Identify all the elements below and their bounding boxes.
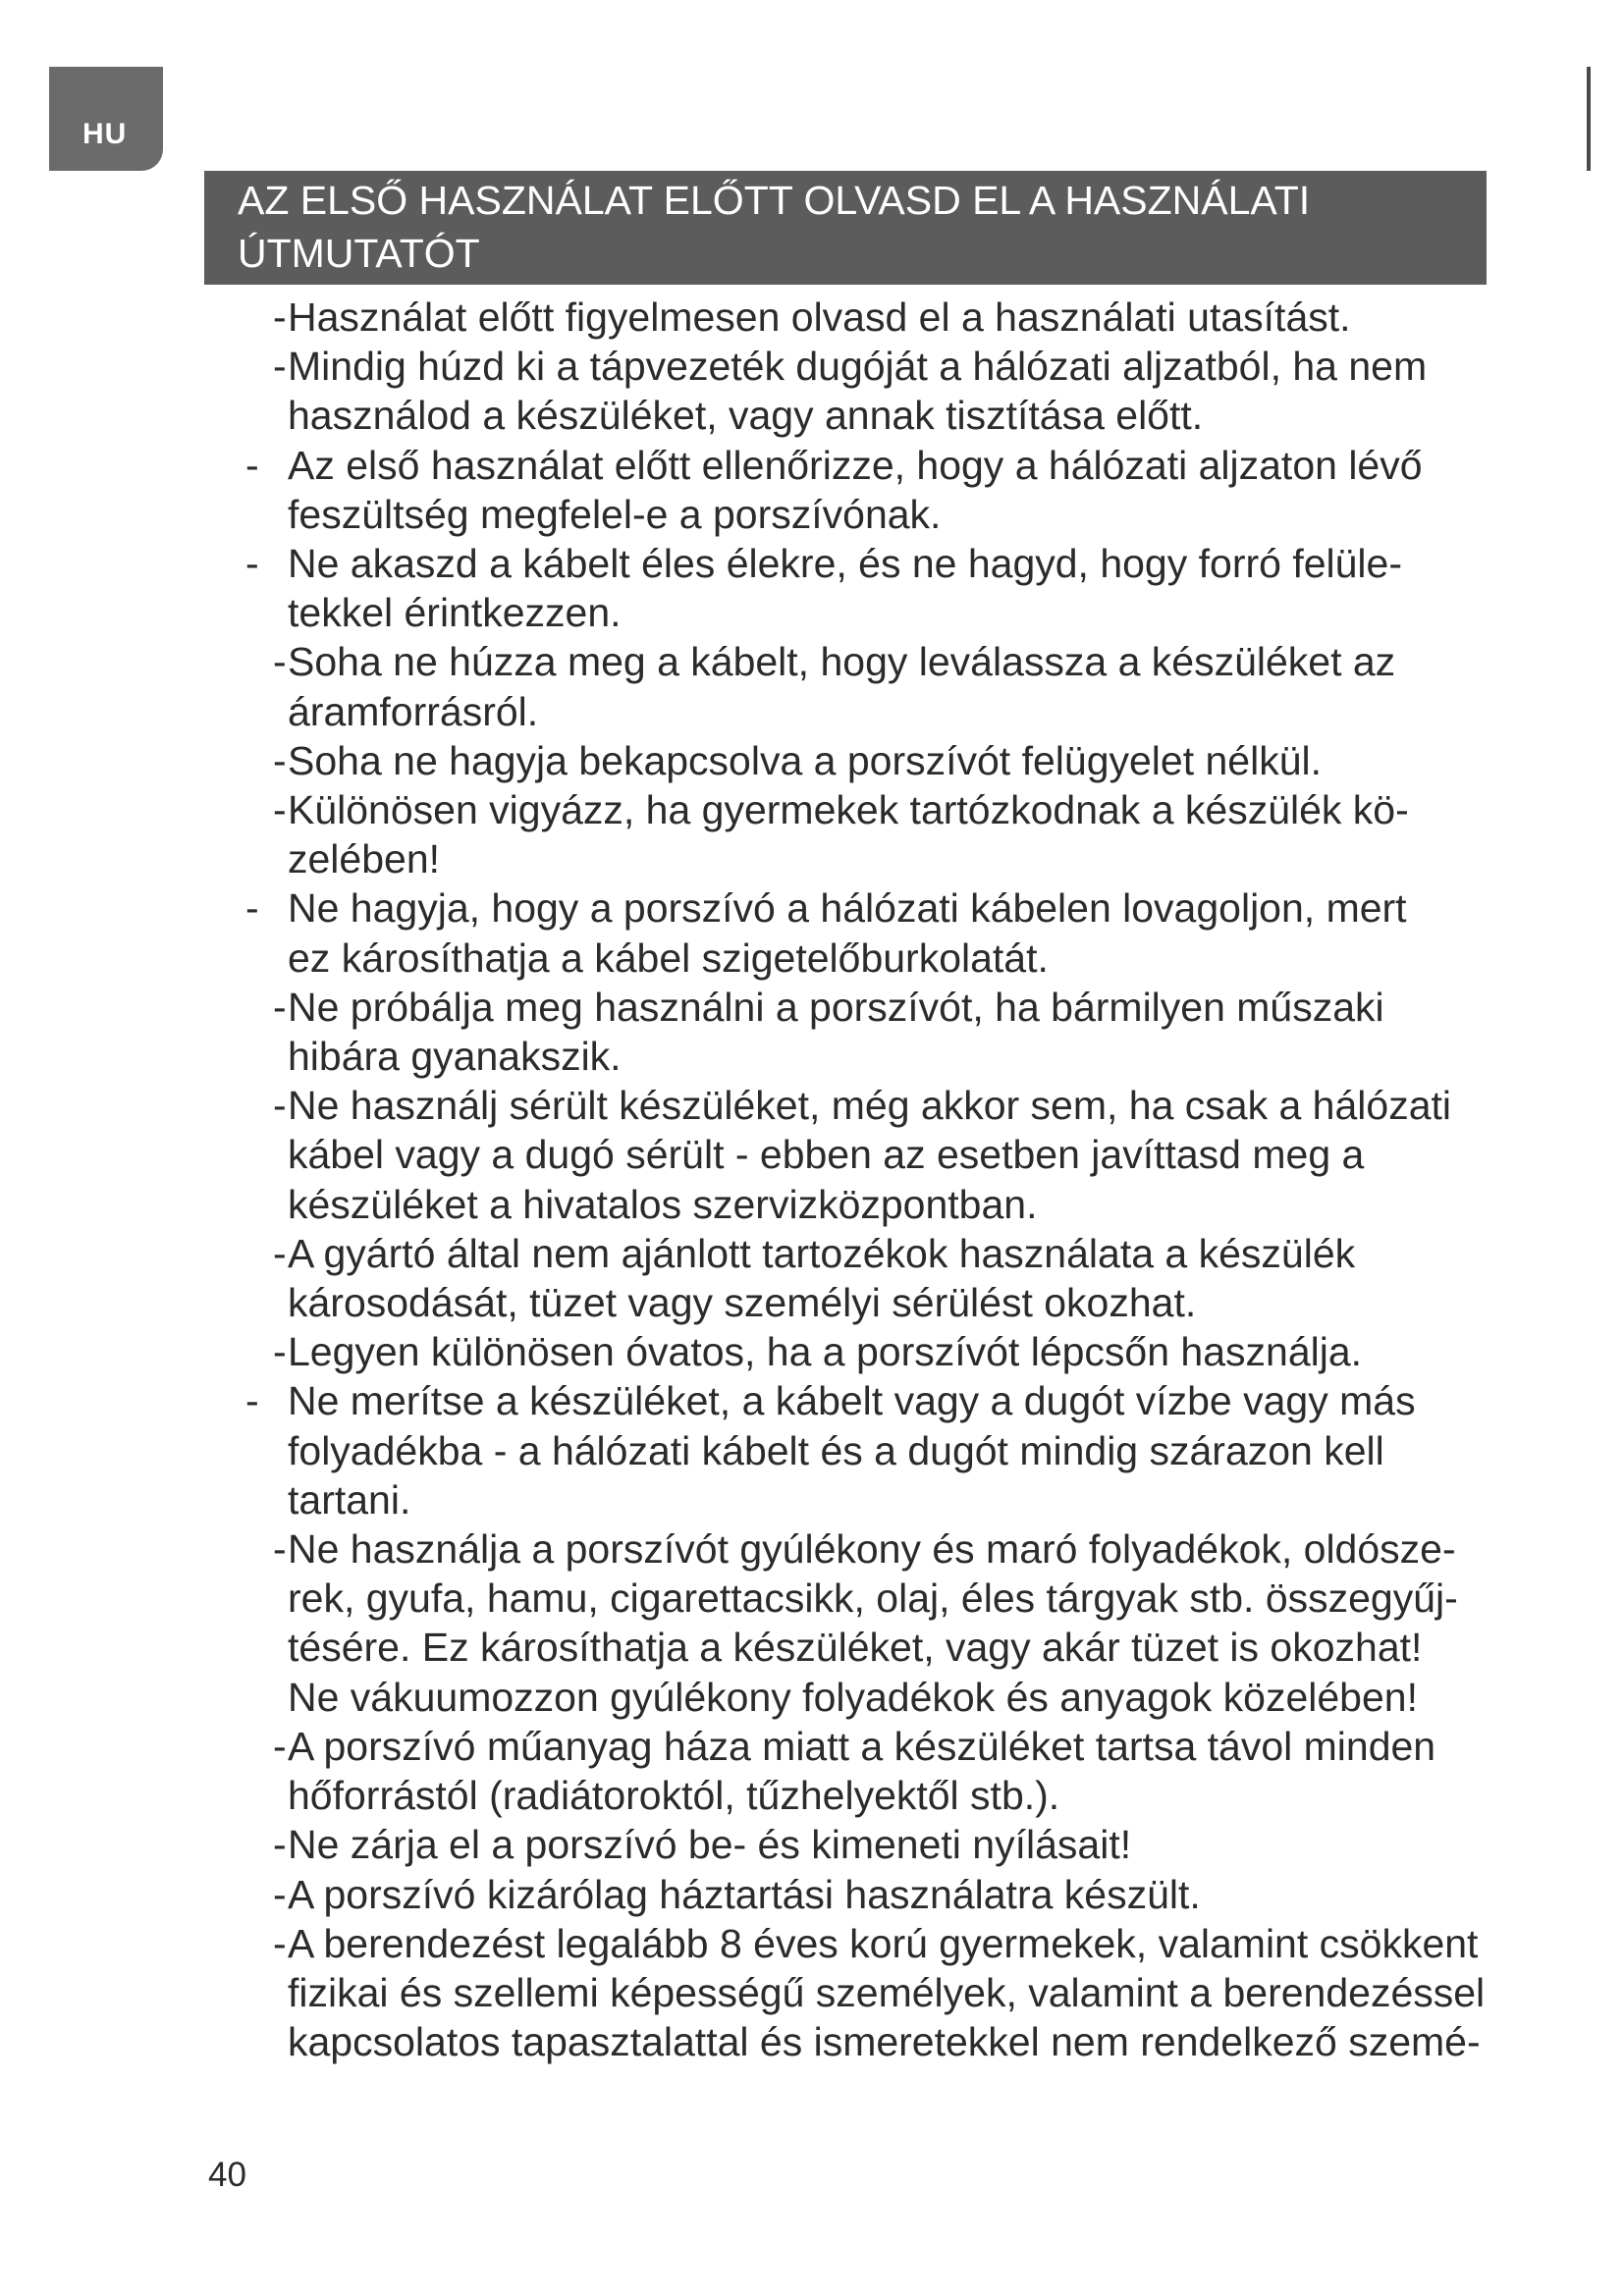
text-line: Ne akaszd a kábelt éles élekre, és ne hagyd, hogy forró felüle-	[288, 541, 1402, 587]
text-line: Ne használj sérült készüléket, még akkor sem, ha csak a hálózati	[288, 1083, 1451, 1129]
list-item-text	[288, 637, 1535, 735]
text-line: hibára gyanakszik.	[288, 1034, 622, 1080]
text-line: tekkel érintkezzen.	[288, 590, 622, 636]
list-item	[0, 736, 1624, 785]
text-line: A porszívó műanyag háza miatt a készüléket tartsa távol minden	[288, 1723, 1436, 1769]
text-line: készüléket a hivatalos szervizközpontban.	[288, 1181, 1038, 1227]
list-item-text	[288, 1919, 1535, 2067]
text-line: feszültség megfelel-e a porszívónak.	[288, 491, 942, 537]
section-header	[204, 171, 1487, 285]
list-bullet: -	[273, 1526, 287, 1573]
list-bullet: -	[245, 885, 259, 932]
text-line: Legyen különösen óvatos, ha a porszívót lépcsőn használja.	[288, 1329, 1363, 1375]
text-line: Ne próbálja meg használni a porszívót, ha bármilyen műszaki	[288, 984, 1384, 1030]
instruction-list	[0, 293, 1624, 2066]
list-item	[0, 983, 1624, 1081]
list-item	[0, 1919, 1624, 2067]
list-bullet: -	[273, 1822, 287, 1868]
text-line: Az első használat előtt ellenőrizze, hogy a hálózati aljzaton lévő	[288, 442, 1423, 488]
text-line: zelében!	[288, 836, 441, 882]
list-bullet: -	[273, 787, 287, 833]
list-bullet: -	[273, 1230, 287, 1276]
text-line: kábel vagy a dugó sérült - ebben az esetben javíttasd meg a	[288, 1132, 1365, 1178]
section-title-line-1: AZ ELSŐ HASZNÁLAT ELŐTT OLVASD EL A HASZNÁLATI	[238, 178, 1311, 223]
list-item	[0, 1722, 1624, 1820]
list-bullet: -	[245, 1378, 259, 1424]
text-line: Soha ne húzza meg a kábelt, hogy leválassza a készüléket az	[288, 639, 1396, 685]
list-bullet: -	[273, 1329, 287, 1375]
text-line: Ne hagyja, hogy a porszívó a hálózati kábelen lovagoljon, mert	[288, 885, 1407, 932]
text-line: Soha ne hagyja bekapcsolva a porszívót felügyelet nélkül.	[288, 737, 1323, 783]
section-title-line-2: ÚTMUTATÓT	[238, 231, 480, 276]
list-item	[0, 785, 1624, 883]
text-line: tartani.	[288, 1476, 411, 1522]
list-item-text	[288, 1327, 1535, 1376]
list-item-text	[288, 1081, 1535, 1229]
list-bullet: -	[273, 294, 287, 340]
list-item-text	[288, 342, 1535, 440]
list-item	[0, 883, 1624, 982]
text-line: kapcsolatos tapasztalattal és ismeretekkel nem rendelkező szemé-	[288, 2019, 1481, 2065]
text-line: Ne vákuumozzon gyúlékony folyadékok és anyagok közelében!	[288, 1674, 1418, 1720]
page-number: 40	[208, 2156, 246, 2194]
text-line: Ne használja a porszívót gyúlékony és maró folyadékok, oldósze-	[288, 1526, 1456, 1573]
text-line: A berendezést legalább 8 éves korú gyermekek, valamint csökkent	[288, 1920, 1479, 1966]
list-bullet: -	[273, 344, 287, 390]
list-bullet: -	[273, 1723, 287, 1769]
text-line: tésére. Ez károsíthatja a készüléket, vagy akár tüzet is okozhat!	[288, 1625, 1423, 1671]
list-bullet: -	[245, 541, 259, 587]
list-item-text	[288, 1870, 1535, 1919]
language-tab	[49, 67, 163, 171]
list-item	[0, 1376, 1624, 1524]
text-line: Ne zárja el a porszívó be- és kimeneti nyílásait!	[288, 1822, 1132, 1868]
list-item-text	[288, 1229, 1535, 1327]
list-item	[0, 1081, 1624, 1229]
list-bullet: -	[273, 984, 287, 1030]
list-item-text	[288, 1722, 1535, 1820]
list-item-text	[288, 539, 1535, 637]
list-item-text	[288, 441, 1535, 539]
list-bullet: -	[273, 1920, 287, 1966]
list-item	[0, 342, 1624, 440]
text-line: károsodását, tüzet vagy személyi sérülést okozhat.	[288, 1280, 1197, 1326]
list-item-text	[288, 785, 1535, 883]
text-line: Mindig húzd ki a tápvezeték dugóját a hálózati aljzatból, ha nem	[288, 344, 1428, 390]
list-item	[0, 1229, 1624, 1327]
text-line: A porszívó kizárólag háztartási használatra készült.	[288, 1871, 1201, 1917]
text-line: ez károsíthatja a kábel szigetelőburkolatát.	[288, 934, 1049, 981]
text-line: hőforrástól (radiátoroktól, tűzhelyektől stb.).	[288, 1773, 1060, 1819]
list-bullet: -	[273, 1083, 287, 1129]
list-item	[0, 1820, 1624, 1869]
list-item	[0, 293, 1624, 342]
list-item-text	[288, 1524, 1535, 1722]
list-item-text	[288, 883, 1535, 982]
page-edge-mark	[1587, 67, 1591, 171]
list-item-text	[288, 1820, 1535, 1869]
list-bullet: -	[245, 442, 259, 488]
list-item	[0, 1524, 1624, 1722]
text-line: rek, gyufa, hamu, cigarettacsikk, olaj, éles tárgyak stb. összegyűj-	[288, 1575, 1458, 1622]
list-item	[0, 1327, 1624, 1376]
list-item	[0, 539, 1624, 637]
text-line: Ne merítse a készüléket, a kábelt vagy a dugót vízbe vagy más	[288, 1378, 1416, 1424]
list-item-text	[288, 1376, 1535, 1524]
text-line: Használat előtt figyelmesen olvasd el a használati utasítást.	[288, 294, 1351, 340]
list-bullet: -	[273, 639, 287, 685]
section-title	[238, 174, 1435, 280]
list-item-text	[288, 293, 1535, 342]
list-bullet: -	[273, 1871, 287, 1917]
text-line: folyadékba - a hálózati kábelt és a dugót mindig szárazon kell	[288, 1427, 1384, 1473]
text-line: fizikai és szellemi képességű személyek, valamint a berendezéssel	[288, 1969, 1486, 2015]
list-item-text	[288, 983, 1535, 1081]
list-item	[0, 1870, 1624, 1919]
list-item	[0, 441, 1624, 539]
text-line: áramforrásról.	[288, 688, 539, 734]
text-line: Különösen vigyázz, ha gyermekek tartózkodnak a készülék kö-	[288, 787, 1409, 833]
text-line: használod a készüléket, vagy annak tisztítása előtt.	[288, 393, 1204, 439]
list-item-text	[288, 736, 1535, 785]
language-label: HU	[82, 118, 128, 150]
list-bullet: -	[273, 737, 287, 783]
text-line: A gyártó által nem ajánlott tartozékok használata a készülék	[288, 1230, 1356, 1276]
list-item	[0, 637, 1624, 735]
